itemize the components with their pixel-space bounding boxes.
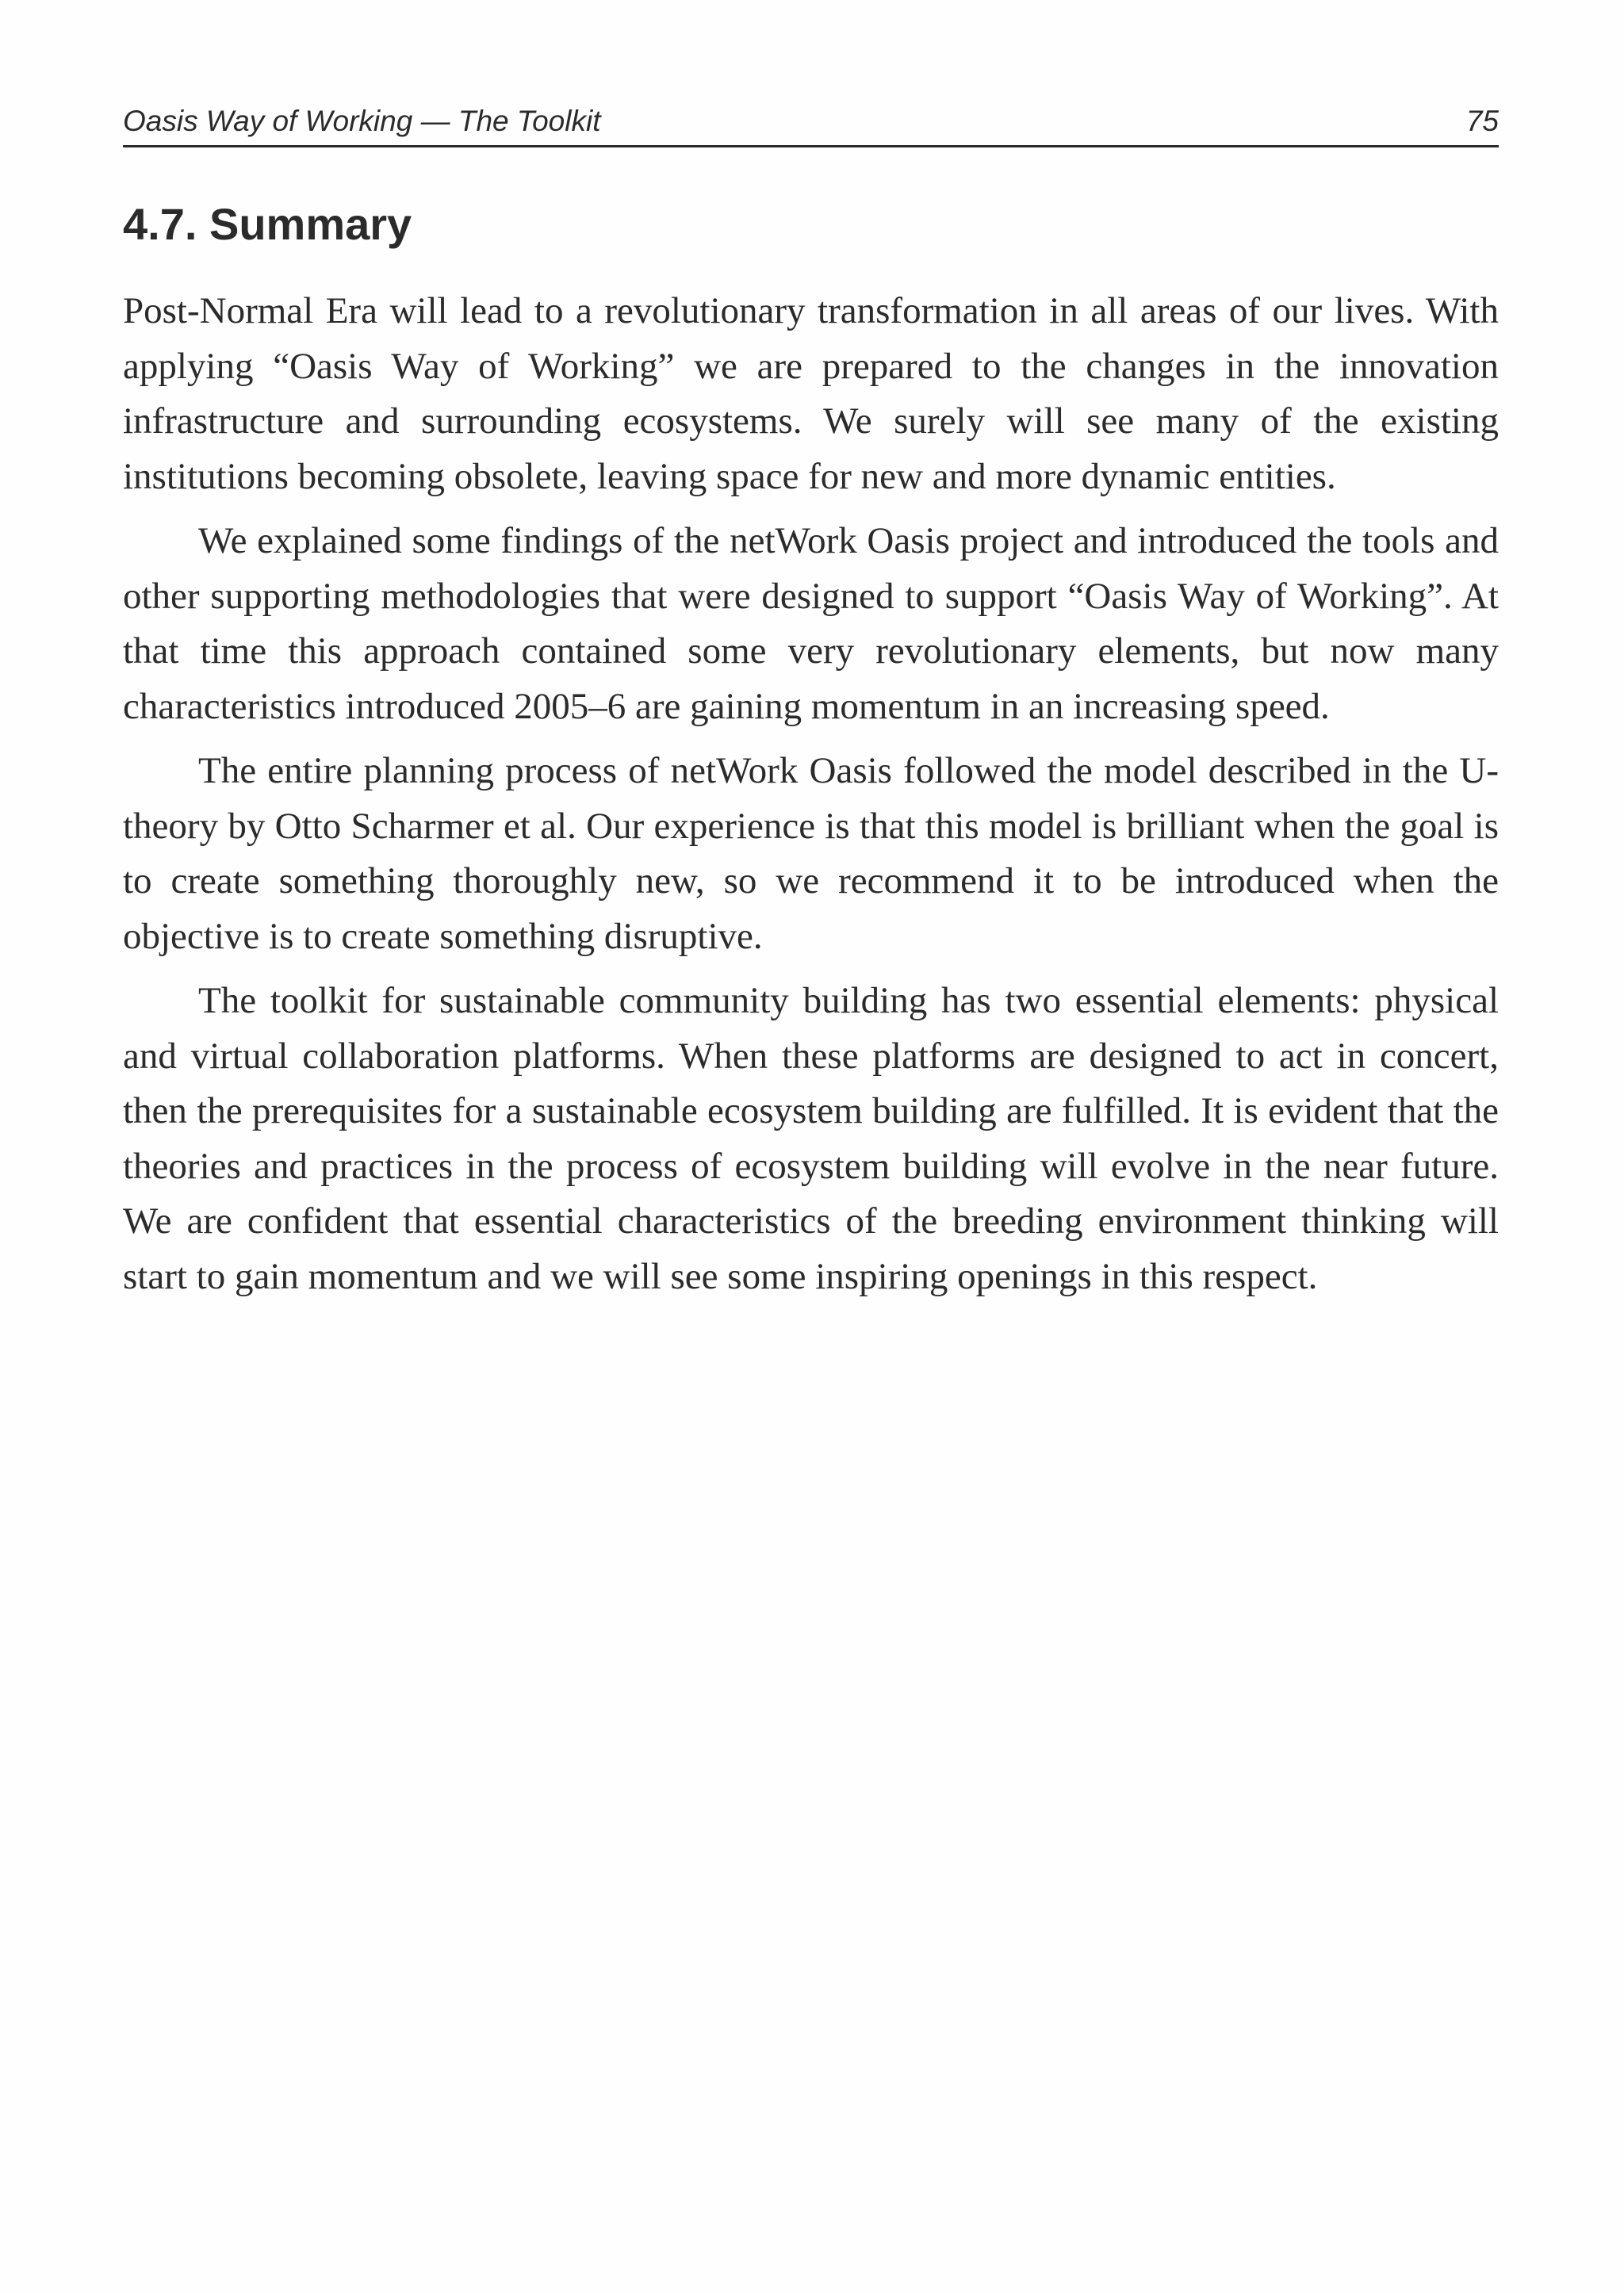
header-title: Oasis Way of Working — The Toolkit [123,105,601,137]
running-header [123,103,1499,147]
body-text [123,284,1499,1314]
paragraph-3: The entire planning process of netWork Oasis followed the model described in the U-theory by Otto Scharmer et al. Our experience is that this model is brilliant when the goal is to create something thoroughly new, so we recommend it to be introduced when the objective is to create something disruptive. [123,750,1499,957]
paragraph-2: We explained some findings of the netWork Oasis project and introduced the tools and other supporting methodologies that were designed to support “Oasis Way of Working”. At that time this approach contained some very revolutionary elements, but now many characteristics introduced 2005–6 are gaining momentum in an increasing speed. [123,520,1499,727]
section-heading: 4.7. Summary [123,199,412,249]
paragraph-1: Post-Normal Era will lead to a revolutionary transformation in all areas of our lives. With applying “Oasis Way of Working” we are prepared to the changes in the innovation infrastructure and surrounding ecosystems. We surely will see many of the existing institutions becoming obsolete, leaving space for new and more dynamic entities. [123,290,1499,497]
page-number: 75 [1465,105,1499,137]
paragraph-4: The toolkit for sustainable community building has two essential elements: physical and virtual collaboration platforms. When these platforms are designed to act in concert, then the prerequisites for a sustainable ecosystem building are fulfilled. It is evident that the theories and practices in the process of ecosystem building will evolve in the near future. We are confident that essential characteristics of the breeding environment thinking will start to gain momentum and we will see some inspiring openings in this respect. [123,980,1499,1297]
